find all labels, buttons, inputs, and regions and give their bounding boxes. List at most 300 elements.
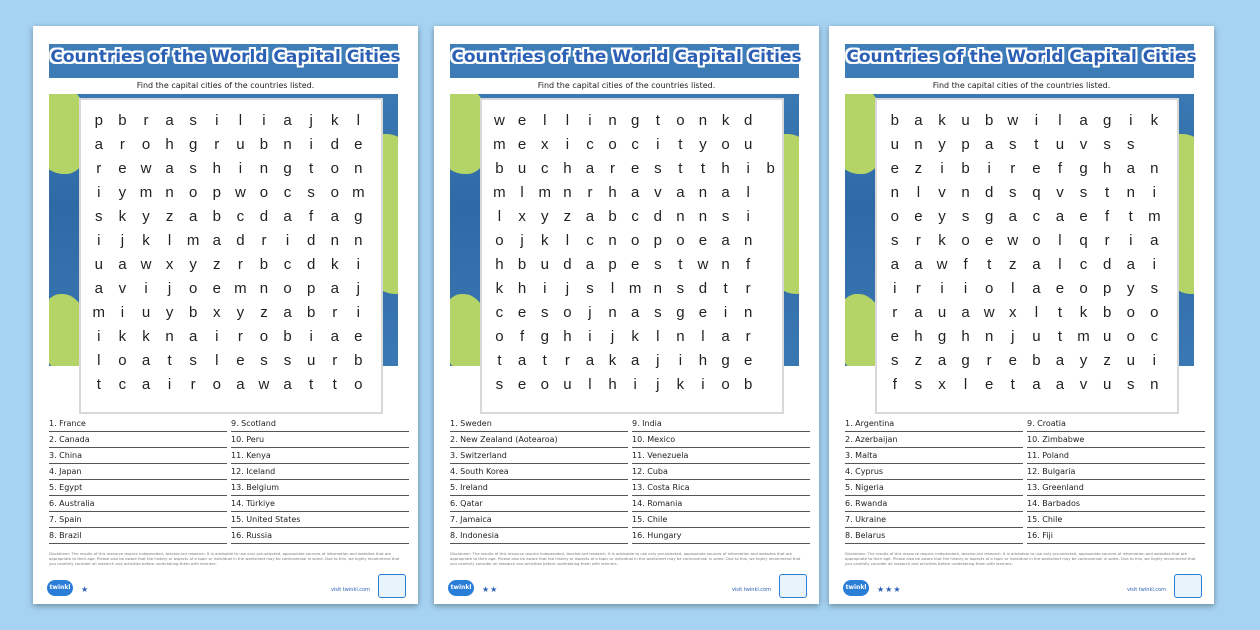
grid-letter[interactable]: e — [890, 327, 899, 345]
grid-letter[interactable]: y — [938, 207, 946, 225]
grid-letter[interactable]: j — [610, 327, 615, 345]
grid-letter[interactable]: c — [631, 135, 639, 153]
grid-letter[interactable]: l — [543, 111, 547, 129]
grid-letter[interactable]: b — [354, 351, 363, 369]
clue-answer-line[interactable] — [845, 450, 1027, 466]
grid-letter[interactable]: a — [914, 255, 923, 273]
clue-answer-line[interactable] — [450, 482, 632, 498]
grid-letter[interactable]: k — [1079, 303, 1088, 321]
answer-underline[interactable] — [632, 431, 810, 432]
grid-letter[interactable]: n — [354, 159, 363, 177]
clue-answer-line[interactable] — [231, 514, 413, 530]
grid-letter[interactable]: a — [1150, 231, 1159, 249]
grid-letter[interactable]: s — [891, 231, 899, 249]
grid-letter[interactable]: r — [237, 255, 243, 273]
grid-letter[interactable]: k — [142, 327, 150, 345]
grid-letter[interactable]: l — [1034, 303, 1039, 321]
grid-letter[interactable]: v — [654, 183, 662, 201]
grid-letter[interactable]: a — [330, 327, 339, 345]
grid-letter[interactable]: j — [520, 231, 524, 249]
grid-letter[interactable]: n — [259, 159, 269, 177]
grid-letter[interactable]: s — [654, 159, 662, 177]
answer-underline[interactable] — [231, 447, 409, 448]
grid-letter[interactable]: c — [1032, 207, 1041, 225]
grid-letter[interactable]: l — [610, 279, 615, 297]
grid-letter[interactable]: l — [565, 111, 570, 129]
grid-letter[interactable]: w — [697, 255, 709, 273]
grid-letter[interactable]: w — [493, 111, 505, 129]
grid-letter[interactable]: e — [698, 303, 708, 321]
clue-answer-line[interactable] — [1027, 466, 1209, 482]
grid-letter[interactable]: e — [985, 375, 994, 393]
grid-letter[interactable]: s — [189, 111, 197, 129]
grid-letter[interactable]: z — [1009, 255, 1017, 273]
grid-letter[interactable]: r — [892, 303, 898, 321]
grid-letter[interactable]: o — [608, 135, 617, 153]
visit-link[interactable]: visit twinkl.com — [330, 587, 370, 593]
grid-letter[interactable]: r — [564, 351, 570, 369]
grid-letter[interactable]: y — [1079, 351, 1088, 369]
grid-letter[interactable]: s — [189, 351, 197, 369]
clue-answer-line[interactable] — [632, 498, 814, 514]
grid-letter[interactable]: m — [628, 279, 642, 297]
grid-letter[interactable]: q — [1032, 183, 1041, 201]
grid-letter[interactable]: r — [745, 327, 751, 345]
grid-letter[interactable]: a — [1032, 375, 1041, 393]
grid-letter[interactable]: n — [608, 303, 617, 321]
grid-letter[interactable]: i — [1152, 255, 1156, 273]
grid-letter[interactable]: o — [212, 375, 221, 393]
grid-letter[interactable]: h — [165, 135, 174, 153]
answer-underline[interactable] — [1027, 495, 1205, 496]
answer-underline[interactable] — [450, 479, 628, 480]
grid-letter[interactable]: t — [96, 375, 101, 393]
clue-answer-line[interactable] — [450, 466, 632, 482]
grid-letter[interactable]: i — [120, 303, 125, 321]
grid-letter[interactable]: o — [676, 111, 685, 129]
grid-letter[interactable]: e — [354, 135, 363, 153]
grid-letter[interactable]: a — [236, 375, 245, 393]
answer-underline[interactable] — [231, 479, 409, 480]
grid-letter[interactable]: s — [1126, 375, 1135, 393]
grid-letter[interactable]: i — [1129, 231, 1133, 249]
grid-letter[interactable]: o — [961, 231, 970, 249]
grid-letter[interactable]: e — [517, 303, 527, 321]
answer-underline[interactable] — [49, 527, 227, 528]
grid-letter[interactable]: d — [259, 207, 269, 225]
grid-letter[interactable]: b — [259, 255, 269, 273]
grid-letter[interactable]: u — [1032, 327, 1041, 345]
grid-letter[interactable]: r — [986, 351, 992, 369]
grid-letter[interactable]: z — [563, 207, 572, 225]
grid-letter[interactable]: e — [212, 279, 221, 297]
answer-underline[interactable] — [632, 447, 810, 448]
answer-underline[interactable] — [231, 495, 409, 496]
grid-letter[interactable]: n — [259, 279, 269, 297]
grid-letter[interactable]: o — [1126, 303, 1135, 321]
grid-letter[interactable]: f — [519, 327, 525, 345]
grid-letter[interactable]: a — [1055, 375, 1065, 393]
grid-letter[interactable]: g — [1079, 159, 1088, 177]
clue-answer-line[interactable] — [450, 434, 632, 450]
answer-underline[interactable] — [632, 527, 810, 528]
grid-letter[interactable]: i — [1034, 111, 1039, 129]
grid-letter[interactable]: m — [139, 183, 153, 201]
answer-underline[interactable] — [1027, 511, 1205, 512]
grid-letter[interactable]: w — [234, 183, 246, 201]
grid-letter[interactable]: o — [721, 135, 730, 153]
grid-letter[interactable]: a — [1055, 207, 1065, 225]
grid-letter[interactable]: v — [1079, 135, 1088, 153]
grid-letter[interactable]: i — [656, 135, 660, 153]
grid-letter[interactable]: o — [1079, 279, 1088, 297]
grid-letter[interactable]: n — [165, 183, 174, 201]
grid-letter[interactable]: h — [721, 159, 730, 177]
answer-underline[interactable] — [49, 479, 227, 480]
grid-letter[interactable]: j — [309, 111, 313, 129]
grid-letter[interactable]: a — [985, 135, 994, 153]
grid-letter[interactable]: e — [118, 159, 127, 177]
clue-answer-line[interactable] — [845, 434, 1027, 450]
grid-letter[interactable]: r — [332, 303, 338, 321]
grid-letter[interactable]: o — [1126, 327, 1135, 345]
grid-letter[interactable]: k — [938, 231, 946, 249]
grid-letter[interactable]: y — [938, 135, 946, 153]
grid-letter[interactable]: r — [237, 327, 243, 345]
grid-letter[interactable]: a — [189, 327, 198, 345]
grid-letter[interactable]: x — [1009, 303, 1017, 321]
grid-letter[interactable]: t — [655, 111, 660, 129]
grid-letter[interactable]: l — [497, 207, 502, 225]
grid-letter[interactable]: l — [1058, 111, 1062, 129]
grid-letter[interactable]: i — [262, 111, 266, 129]
grid-letter[interactable]: l — [701, 327, 705, 345]
grid-letter[interactable]: s — [95, 207, 103, 225]
clue-answer-line[interactable] — [1027, 530, 1209, 546]
grid-letter[interactable]: i — [1152, 351, 1156, 369]
clue-answer-line[interactable] — [1027, 514, 1209, 530]
grid-letter[interactable]: r — [915, 231, 921, 249]
grid-letter[interactable]: m — [1148, 207, 1161, 225]
grid-letter[interactable]: h — [608, 183, 617, 201]
grid-letter[interactable]: n — [283, 135, 292, 153]
grid-letter[interactable]: j — [120, 231, 125, 249]
answer-underline[interactable] — [632, 543, 810, 544]
grid-letter[interactable]: a — [914, 303, 923, 321]
grid-letter[interactable]: k — [118, 207, 127, 225]
grid-letter[interactable]: s — [495, 375, 504, 393]
grid-letter[interactable]: l — [238, 111, 243, 129]
grid-letter[interactable]: u — [1102, 327, 1112, 345]
grid-letter[interactable]: n — [354, 231, 363, 249]
grid-letter[interactable]: f — [1057, 159, 1063, 177]
grid-letter[interactable]: k — [495, 279, 504, 297]
clue-answer-line[interactable] — [450, 450, 632, 466]
grid-letter[interactable]: s — [721, 207, 730, 225]
grid-letter[interactable]: n — [608, 231, 617, 249]
grid-letter[interactable]: n — [961, 183, 970, 201]
grid-letter[interactable]: j — [656, 351, 660, 369]
grid-letter[interactable]: g — [630, 111, 640, 129]
grid-letter[interactable]: t — [700, 159, 706, 177]
grid-letter[interactable]: t — [167, 351, 172, 369]
grid-letter[interactable]: w — [983, 303, 995, 321]
grid-letter[interactable]: a — [283, 303, 292, 321]
grid-letter[interactable]: o — [1032, 231, 1041, 249]
grid-letter[interactable]: o — [495, 327, 504, 345]
grid-letter[interactable]: h — [563, 327, 572, 345]
grid-letter[interactable]: s — [1126, 135, 1135, 153]
grid-letter[interactable]: j — [565, 279, 570, 297]
clue-answer-line[interactable] — [49, 530, 231, 546]
grid-letter[interactable]: f — [963, 255, 968, 273]
clue-answer-line[interactable] — [632, 530, 814, 546]
grid-letter[interactable]: i — [167, 375, 172, 393]
grid-letter[interactable]: m — [234, 279, 247, 297]
grid-letter[interactable]: r — [1010, 159, 1016, 177]
grid-letter[interactable]: v — [1079, 375, 1088, 393]
grid-letter[interactable]: n — [676, 207, 685, 225]
grid-letter[interactable]: r — [261, 231, 267, 249]
grid-letter[interactable]: v — [938, 183, 946, 201]
grid-letter[interactable]: a — [1032, 279, 1041, 297]
answer-underline[interactable] — [1027, 447, 1205, 448]
grid-letter[interactable]: i — [893, 279, 897, 297]
grid-letter[interactable]: s — [189, 159, 197, 177]
grid-letter[interactable]: g — [354, 207, 363, 225]
answer-underline[interactable] — [450, 495, 628, 496]
grid-letter[interactable]: u — [937, 303, 947, 321]
grid-letter[interactable]: r — [143, 111, 149, 129]
answer-underline[interactable] — [231, 543, 409, 544]
grid-letter[interactable]: x — [938, 375, 946, 393]
grid-letter[interactable]: g — [937, 327, 947, 345]
grid-letter[interactable]: v — [118, 279, 127, 297]
grid-letter[interactable]: e — [517, 135, 527, 153]
grid-letter[interactable]: t — [309, 159, 314, 177]
grid-letter[interactable]: l — [963, 375, 968, 393]
grid-letter[interactable]: m — [92, 303, 106, 321]
grid-letter[interactable]: p — [306, 279, 316, 297]
clue-answer-line[interactable] — [632, 434, 814, 450]
grid-letter[interactable]: l — [167, 231, 172, 249]
grid-letter[interactable]: b — [495, 159, 504, 177]
grid-letter[interactable]: n — [1150, 159, 1159, 177]
visit-link[interactable]: visit twinkl.com — [731, 587, 771, 593]
grid-letter[interactable]: o — [985, 279, 994, 297]
grid-letter[interactable]: i — [746, 159, 750, 177]
grid-letter[interactable]: a — [283, 111, 292, 129]
grid-letter[interactable]: u — [961, 111, 970, 129]
grid-letter[interactable]: a — [721, 327, 730, 345]
grid-letter[interactable]: r — [214, 135, 220, 153]
grid-letter[interactable]: h — [914, 327, 923, 345]
grid-letter[interactable]: k — [118, 327, 127, 345]
grid-letter[interactable]: m — [538, 183, 551, 201]
answer-underline[interactable] — [845, 495, 1023, 496]
grid-letter[interactable]: g — [1102, 111, 1112, 129]
grid-letter[interactable]: b — [118, 111, 127, 129]
answer-underline[interactable] — [845, 447, 1023, 448]
grid-letter[interactable]: c — [586, 135, 594, 153]
answer-underline[interactable] — [1027, 463, 1205, 464]
clue-answer-line[interactable] — [845, 514, 1027, 530]
grid-letter[interactable]: w — [258, 375, 270, 393]
clue-answer-line[interactable] — [49, 418, 231, 434]
grid-letter[interactable]: t — [542, 351, 547, 369]
grid-letter[interactable]: o — [676, 231, 685, 249]
grid-letter[interactable]: i — [97, 327, 101, 345]
grid-letter[interactable]: o — [189, 279, 198, 297]
grid-letter[interactable]: h — [517, 279, 527, 297]
grid-letter[interactable]: e — [630, 255, 640, 273]
grid-letter[interactable]: i — [543, 279, 547, 297]
grid-letter[interactable]: s — [891, 351, 899, 369]
grid-letter[interactable]: p — [961, 135, 970, 153]
grid-letter[interactable]: u — [94, 255, 103, 273]
grid-letter[interactable]: y — [541, 207, 549, 225]
grid-letter[interactable]: t — [1010, 375, 1015, 393]
grid-letter[interactable]: s — [1103, 135, 1111, 153]
grid-letter[interactable]: f — [309, 207, 314, 225]
grid-letter[interactable]: l — [1011, 279, 1015, 297]
grid-letter[interactable]: b — [283, 327, 292, 345]
answer-underline[interactable] — [49, 447, 227, 448]
grid-letter[interactable]: y — [165, 303, 174, 321]
grid-letter[interactable]: c — [1079, 255, 1088, 273]
grid-letter[interactable]: u — [743, 135, 753, 153]
grid-letter[interactable]: e — [698, 231, 708, 249]
grid-letter[interactable]: b — [1032, 351, 1041, 369]
grid-letter[interactable]: s — [676, 279, 685, 297]
grid-letter[interactable]: k — [541, 231, 549, 249]
grid-letter[interactable]: o — [630, 231, 640, 249]
grid-letter[interactable]: a — [94, 135, 103, 153]
grid-letter[interactable]: t — [1128, 207, 1133, 225]
grid-letter[interactable]: z — [260, 303, 268, 321]
grid-letter[interactable]: z — [914, 351, 923, 369]
grid-letter[interactable]: a — [585, 159, 595, 177]
grid-letter[interactable]: l — [588, 375, 592, 393]
grid-letter[interactable]: r — [745, 279, 751, 297]
grid-letter[interactable]: d — [236, 231, 245, 249]
answer-underline[interactable] — [450, 527, 628, 528]
grid-letter[interactable]: a — [961, 303, 970, 321]
grid-letter[interactable]: b — [212, 207, 221, 225]
grid-letter[interactable]: n — [563, 183, 572, 201]
grid-letter[interactable]: a — [630, 303, 640, 321]
grid-letter[interactable]: i — [97, 231, 101, 249]
clue-answer-line[interactable] — [632, 466, 814, 482]
grid-letter[interactable]: p — [1102, 279, 1112, 297]
grid-letter[interactable]: n — [608, 111, 617, 129]
grid-letter[interactable]: y — [189, 255, 197, 273]
grid-letter[interactable]: y — [1126, 279, 1135, 297]
grid-letter[interactable]: g — [283, 159, 292, 177]
grid-letter[interactable]: u — [236, 135, 245, 153]
grid-letter[interactable]: m — [493, 183, 506, 201]
grid-letter[interactable]: d — [985, 183, 994, 201]
grid-letter[interactable]: i — [215, 327, 219, 345]
grid-letter[interactable]: n — [698, 183, 708, 201]
grid-letter[interactable]: t — [723, 279, 728, 297]
clue-answer-line[interactable] — [231, 530, 413, 546]
answer-underline[interactable] — [231, 463, 409, 464]
grid-letter[interactable]: d — [698, 279, 708, 297]
grid-letter[interactable]: d — [743, 111, 753, 129]
clue-answer-line[interactable] — [632, 514, 814, 530]
grid-letter[interactable]: i — [309, 135, 313, 153]
grid-letter[interactable]: d — [306, 255, 316, 273]
grid-letter[interactable]: m — [352, 183, 365, 201]
grid-letter[interactable]: i — [565, 135, 570, 153]
grid-letter[interactable]: t — [1105, 183, 1110, 201]
answer-underline[interactable] — [49, 431, 227, 432]
grid-letter[interactable]: a — [330, 279, 339, 297]
grid-letter[interactable]: r — [332, 351, 338, 369]
clue-answer-line[interactable] — [231, 450, 413, 466]
visit-link[interactable]: visit twinkl.com — [1126, 587, 1166, 593]
grid-letter[interactable]: t — [1057, 327, 1063, 345]
grid-letter[interactable]: e — [354, 327, 363, 345]
grid-letter[interactable]: t — [987, 255, 992, 273]
grid-letter[interactable]: d — [1102, 255, 1112, 273]
answer-underline[interactable] — [450, 447, 628, 448]
grid-letter[interactable]: c — [586, 231, 594, 249]
grid-letter[interactable]: c — [283, 255, 292, 273]
grid-letter[interactable]: c — [236, 207, 245, 225]
grid-letter[interactable]: p — [608, 255, 617, 273]
clue-answer-line[interactable] — [450, 530, 632, 546]
grid-letter[interactable]: a — [1008, 207, 1017, 225]
grid-letter[interactable]: a — [517, 351, 527, 369]
grid-letter[interactable]: g — [961, 351, 970, 369]
grid-letter[interactable]: u — [306, 351, 316, 369]
grid-letter[interactable]: i — [963, 279, 968, 297]
grid-letter[interactable]: g — [189, 135, 198, 153]
grid-letter[interactable]: n — [1150, 375, 1159, 393]
clue-answer-line[interactable] — [632, 418, 814, 434]
grid-letter[interactable]: n — [721, 255, 730, 273]
grid-letter[interactable]: j — [656, 375, 660, 393]
grid-letter[interactable]: e — [1055, 279, 1065, 297]
grid-letter[interactable]: w — [140, 159, 152, 177]
grid-letter[interactable]: f — [892, 375, 897, 393]
answer-underline[interactable] — [1027, 527, 1205, 528]
grid-letter[interactable]: e — [1079, 207, 1088, 225]
clue-answer-line[interactable] — [845, 498, 1027, 514]
grid-letter[interactable]: p — [94, 111, 103, 129]
grid-letter[interactable]: z — [165, 207, 174, 225]
grid-letter[interactable]: b — [1102, 303, 1112, 321]
grid-letter[interactable]: c — [631, 207, 639, 225]
clue-answer-line[interactable] — [1027, 482, 1209, 498]
grid-letter[interactable]: o — [259, 183, 269, 201]
answer-underline[interactable] — [845, 479, 1023, 480]
answer-underline[interactable] — [450, 511, 628, 512]
grid-letter[interactable]: a — [212, 231, 221, 249]
grid-letter[interactable]: o — [141, 135, 151, 153]
grid-letter[interactable]: a — [676, 183, 685, 201]
grid-letter[interactable]: c — [495, 303, 504, 321]
grid-letter[interactable]: a — [165, 111, 174, 129]
grid-letter[interactable]: l — [215, 351, 219, 369]
answer-underline[interactable] — [845, 543, 1023, 544]
grid-letter[interactable]: a — [283, 207, 292, 225]
grid-letter[interactable]: t — [497, 351, 502, 369]
grid-letter[interactable]: k — [330, 255, 339, 273]
grid-letter[interactable]: i — [633, 375, 637, 393]
